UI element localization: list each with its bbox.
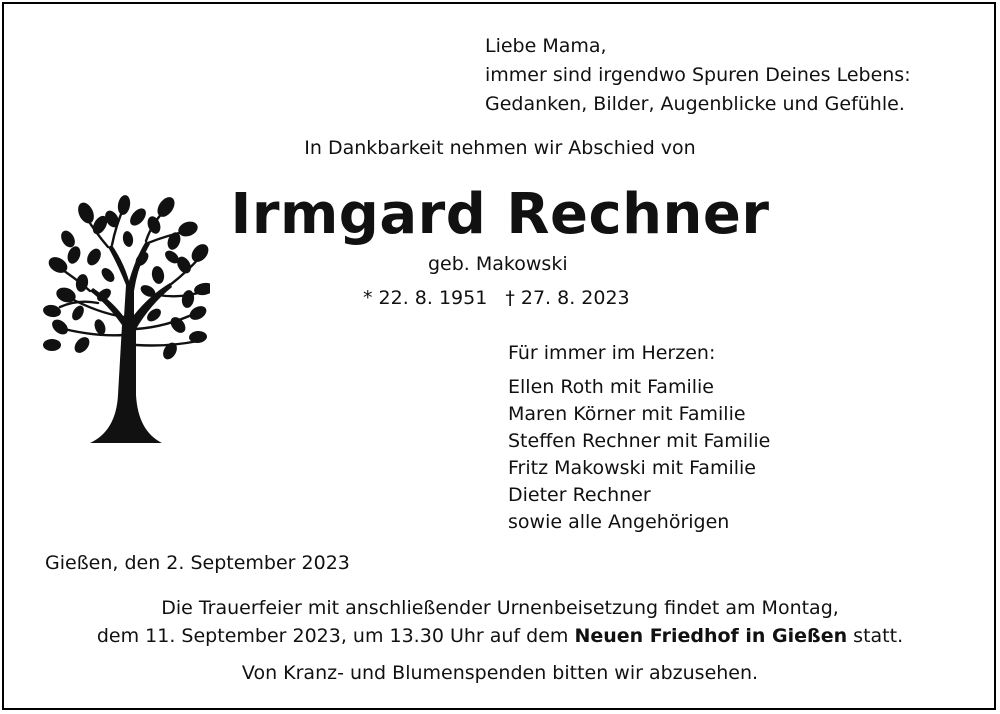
poem-line: immer sind irgendwo Spuren Deines Lebens: — [485, 64, 911, 86]
mourner-name: Fritz Makowski mit Familie — [508, 457, 756, 479]
poem-line: Liebe Mama, — [485, 35, 607, 57]
place-date: Gießen, den 2. September 2023 — [45, 552, 350, 574]
mourners-list — [508, 374, 770, 536]
birth-date: * 22. 8. 1951 — [363, 287, 488, 309]
poem-line: Gedanken, Bilder, Augenblicke und Gefühle. — [485, 93, 905, 115]
ceremony-line-2: dem 11. September 2023, um 13.30 Uhr auf dem Neuen Friedhof in Gießen statt. — [96, 625, 904, 647]
intro-text: In Dankbarkeit nehmen wir Abschied von — [304, 137, 696, 159]
tree-icon — [38, 195, 210, 443]
life-dates — [363, 287, 630, 309]
poem — [485, 32, 911, 119]
flowers-note: Von Kranz- und Blumenspenden bitten wir abzusehen. — [241, 662, 759, 684]
ceremony-info — [0, 594, 1000, 650]
mourner-name: sowie alle Angehörigen — [508, 511, 730, 533]
mourner-name: Steffen Rechner mit Familie — [508, 430, 771, 452]
mourner-name: Dieter Rechner — [508, 484, 651, 506]
birth-name: geb. Makowski — [428, 253, 568, 275]
mourners-heading: Für immer im Herzen: — [508, 342, 716, 364]
ceremony-line-1: Die Trauerfeier mit anschließender Urnenbeisetzung findet am Montag, — [161, 597, 839, 619]
mourner-name: Maren Körner mit Familie — [508, 403, 746, 425]
deceased-name: Irmgard Rechner — [230, 182, 770, 247]
mourner-name: Ellen Roth mit Familie — [508, 376, 714, 398]
death-date: † 27. 8. 2023 — [505, 287, 630, 309]
cemetery-name: Neuen Friedhof in Gießen — [574, 625, 848, 647]
